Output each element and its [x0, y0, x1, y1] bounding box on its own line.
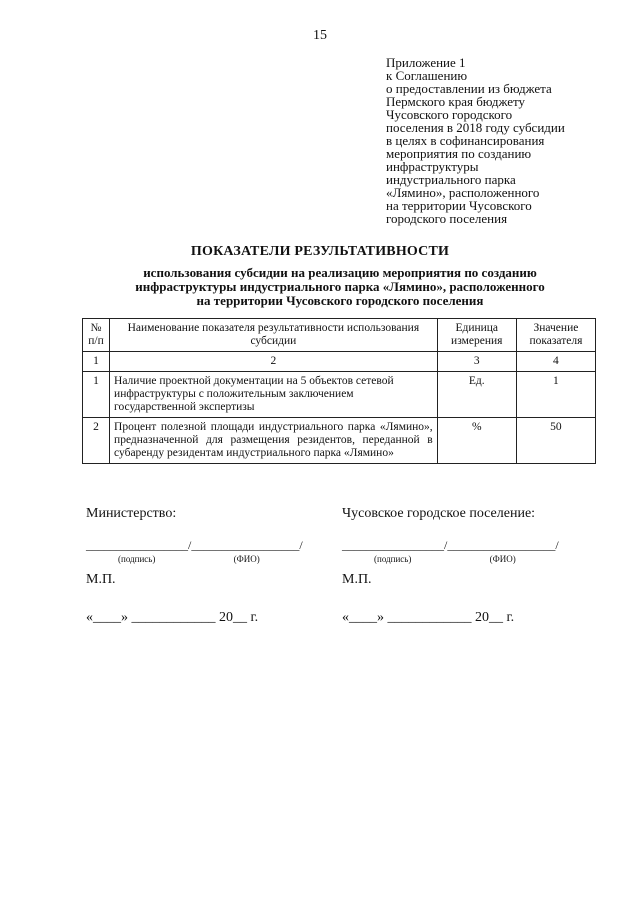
date-line: «____» ____________ 20__ г. [86, 610, 259, 625]
caption-sign: (подпись) [118, 554, 156, 564]
annex-line: «Лямино», расположенного [386, 185, 540, 200]
party-name: Чусовское городское поселение: [342, 506, 536, 521]
signature-line: _________________/__________________/ [342, 538, 559, 552]
signature-caption [342, 554, 602, 564]
annex-line: о предоставлении из бюджета [386, 81, 552, 96]
caption-sign: (подпись) [374, 554, 412, 564]
date-line: «____» ____________ 20__ г. [342, 610, 515, 625]
party-name: Министерство: [86, 506, 177, 521]
signature-line: _________________/__________________/ [86, 538, 303, 552]
annex-line: к Соглашению [386, 68, 468, 83]
annex-line: поселения в 2018 году субсидии [386, 120, 565, 135]
subtitle-line: на территории Чусовского городского поселения [196, 293, 484, 308]
signature-block-ministry [86, 506, 336, 626]
caption-name: (ФИО) [489, 554, 516, 564]
header-value: Значение показателя [516, 319, 595, 352]
table-row [83, 372, 596, 418]
header-num: № п/п [83, 319, 110, 352]
subtitle-line: использования субсидии на реализацию мероприятия по созданию [143, 265, 537, 280]
row-unit: % [437, 418, 516, 464]
table-row [83, 418, 596, 464]
row-num: 2 [83, 418, 110, 464]
row-name: Наличие проектной документации на 5 объектов сетевой инфраструктуры с положительным заключением государственной экспертизы [110, 372, 438, 418]
column-number: 1 [83, 352, 110, 372]
annex-line: инфраструктуры [386, 159, 479, 174]
column-number: 4 [516, 352, 595, 372]
row-value: 50 [516, 418, 595, 464]
annex-line: на территории Чусовского [386, 198, 532, 213]
row-unit: Ед. [437, 372, 516, 418]
annex-line: Пермского края бюджету [386, 94, 526, 109]
stamp-place: М.П. [342, 572, 372, 587]
document-title: ПОКАЗАТЕЛИ РЕЗУЛЬТАТИВНОСТИ [190, 244, 450, 259]
row-num: 1 [83, 372, 110, 418]
signature-block-settlement [342, 506, 602, 626]
indicators-table [82, 318, 596, 464]
page-number: 15 [313, 28, 327, 43]
stamp-place: М.П. [86, 572, 116, 587]
annex-line: в целях в софинансирования [386, 133, 545, 148]
header-name: Наименование показателя результативности использования субсидии [110, 319, 438, 352]
annex-line: городского поселения [386, 211, 508, 226]
signature-caption [86, 554, 336, 564]
document-subtitle [60, 266, 620, 308]
row-name: Процент полезной площади индустриального парка «Лямино», предназначенной для размещения резидентов, переданной в субаренду резидентам индустриального парка «Лямино» [110, 418, 438, 464]
annex-line: Приложение 1 [386, 55, 466, 70]
annex-line: Чусовского городского [386, 107, 513, 122]
column-number-row [83, 352, 596, 372]
column-number: 2 [110, 352, 438, 372]
header-unit: Единица измерения [437, 319, 516, 352]
subtitle-line: инфраструктуры индустриального парка «Лямино», расположенного [135, 279, 545, 294]
caption-name: (ФИО) [233, 554, 260, 564]
column-number: 3 [437, 352, 516, 372]
table-header-row [83, 319, 596, 352]
annex-line: мероприятия по созданию [386, 146, 532, 161]
row-value: 1 [516, 372, 595, 418]
annex-header [386, 56, 616, 225]
annex-line: индустриального парка [386, 172, 516, 187]
